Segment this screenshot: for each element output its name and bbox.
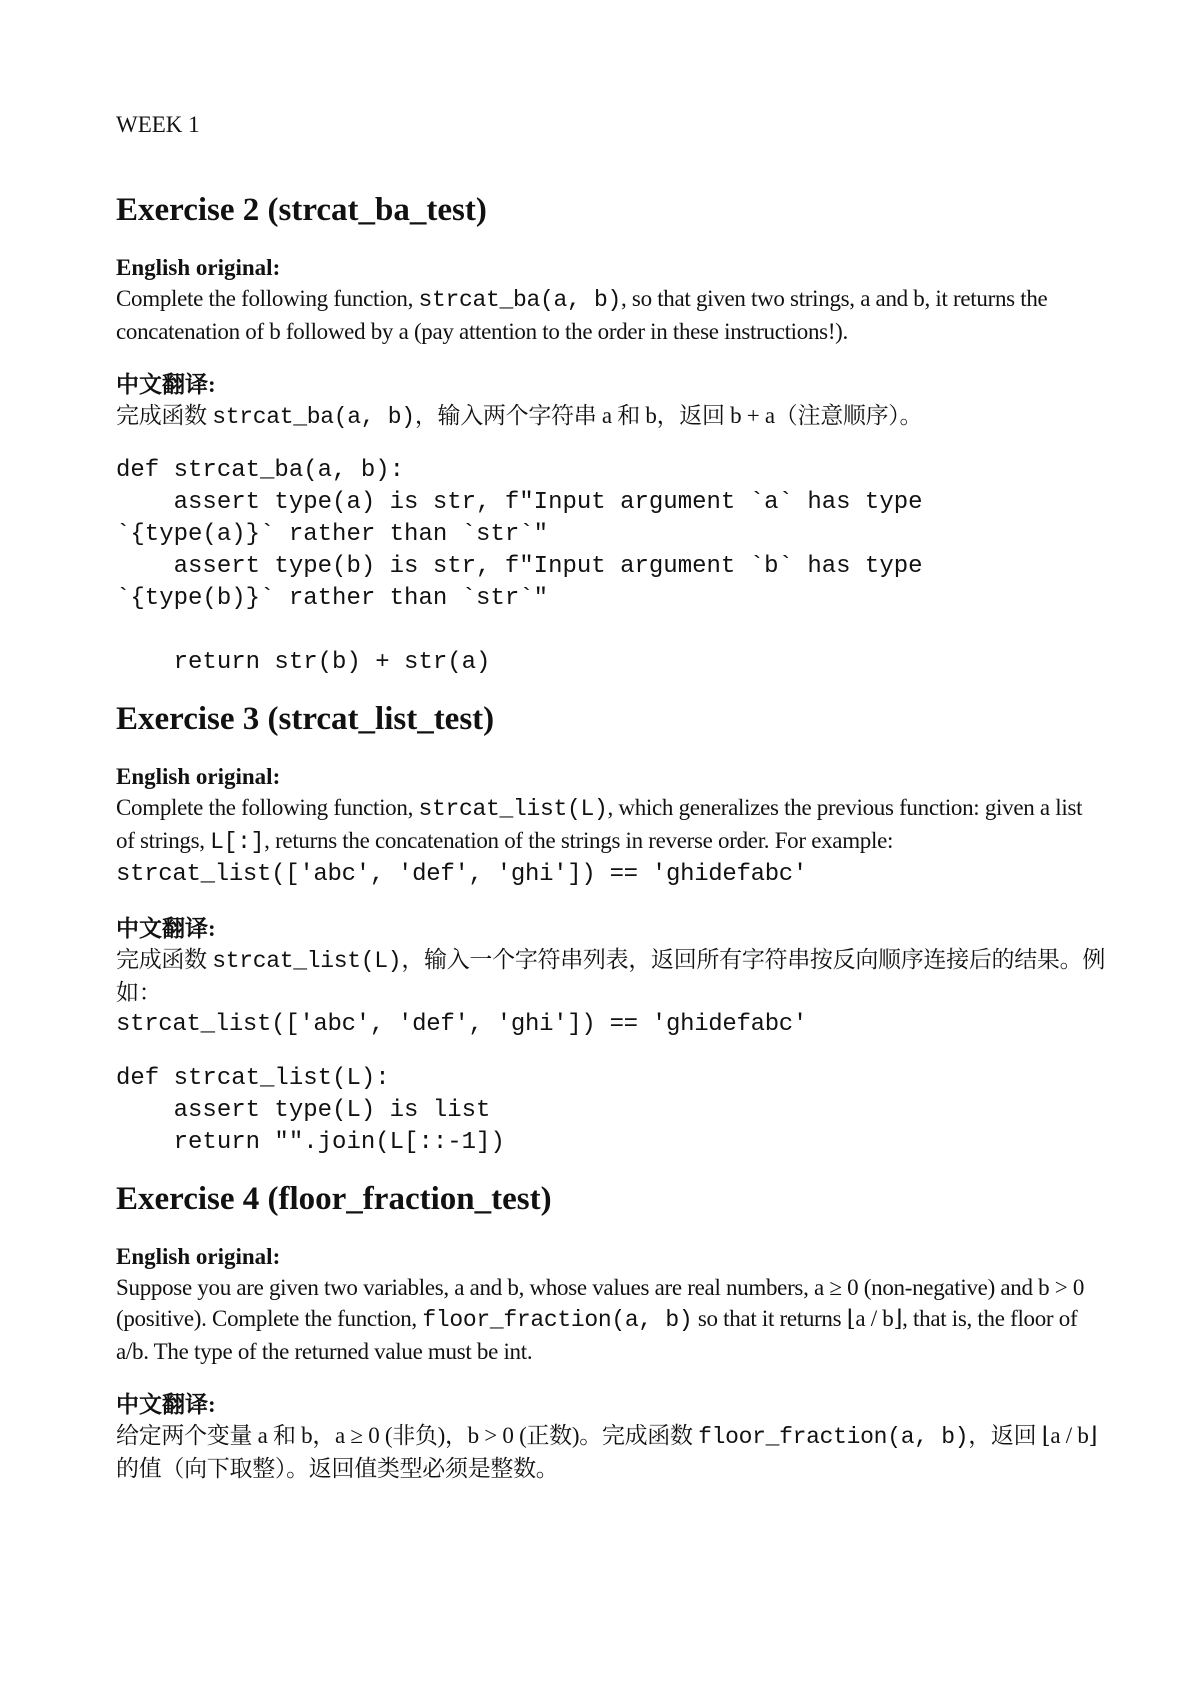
exercise-2-chinese-label: 中文翻译:	[116, 371, 216, 397]
exercise-3-title: Exercise 3 (strcat_list_test)	[116, 700, 495, 737]
exercise-3-section	[116, 701, 1106, 1159]
exercise-4-section	[116, 1181, 1106, 1484]
exercise-2-section	[116, 192, 1106, 679]
exercise-2-title: Exercise 2 (strcat_ba_test)	[116, 192, 487, 228]
exercise-2-chinese-text: 完成函数 strcat_ba(a, b)，输入两个字符串 a 和 b，返回 b + a（注意顺序）。	[116, 402, 923, 430]
exercise-3-chinese-text: 完成函数 strcat_list(L)，输入一个字符串列表，返回所有字符串按反向顺序连接后的结果。例如： strcat_list(['abc', 'def', 'ghi']) == 'ghidefabc'	[116, 944, 1106, 1041]
exercise-2-code: def strcat_ba(a, b): assert type(a) is str, f"Input argument `a` has type `{type(a)}` rather than `str`" assert type(b) is str, f"Input argument `b` has type `{type(b)}` rather than `str`" return str(b) + str(a)	[116, 456, 923, 676]
exercise-3-code: def strcat_list(L): assert type(L) is list return "".join(L[::-1])	[116, 1064, 505, 1156]
exercise-2-english-text: Complete the following function, strcat_ba(a, b), so that given two strings, a and b, it returns the concatenation of b followed by a (pay attention to the order in these instructions!).	[116, 285, 1048, 344]
exercise-3-english-label: English original:	[116, 763, 281, 789]
exercise-4-english-text: Suppose you are given two variables, a and b, whose values are real numbers, a ≥ 0 (non-negative) and b > 0 (positive). Complete the function, floor_fraction(a, b) so that it returns ⌊a / b⌋, that is, the floor of a/b. The type of the returned value must be int.	[116, 1274, 1085, 1364]
exercise-4-english-label: English original:	[116, 1243, 281, 1269]
exercise-3-english-example: strcat_list(['abc', 'def', 'ghi']) == 'ghidefabc'	[116, 860, 808, 888]
exercise-4-chinese-label: 中文翻译:	[116, 1391, 216, 1417]
exercise-4-chinese-text: 给定两个变量 a 和 b，a ≥ 0 (非负)，b > 0 (正数)。完成函数 floor_fraction(a, b)，返回 ⌊a / b⌋ 的值（向下取整）。返回值类型必须是整数。	[116, 1422, 1098, 1481]
exercise-2-english-label: English original:	[116, 254, 281, 280]
exercise-4-title: Exercise 4 (floor_fraction_test)	[116, 1180, 552, 1217]
exercise-3-chinese-label: 中文翻译:	[116, 915, 216, 941]
exercise-3-chinese-example: strcat_list(['abc', 'def', 'ghi']) == 'ghidefabc'	[116, 1010, 808, 1038]
document-page	[116, 112, 1106, 1506]
week-heading: WEEK 1	[116, 112, 200, 137]
exercise-3-english-text: Complete the following function, strcat_list(L), which generalizes the previous function: given a list of strings, L[:], returns the concatenation of the strings in reverse order. For example: strcat_list(['abc', 'def', 'ghi']) == 'ghidefabc'	[116, 792, 1106, 891]
